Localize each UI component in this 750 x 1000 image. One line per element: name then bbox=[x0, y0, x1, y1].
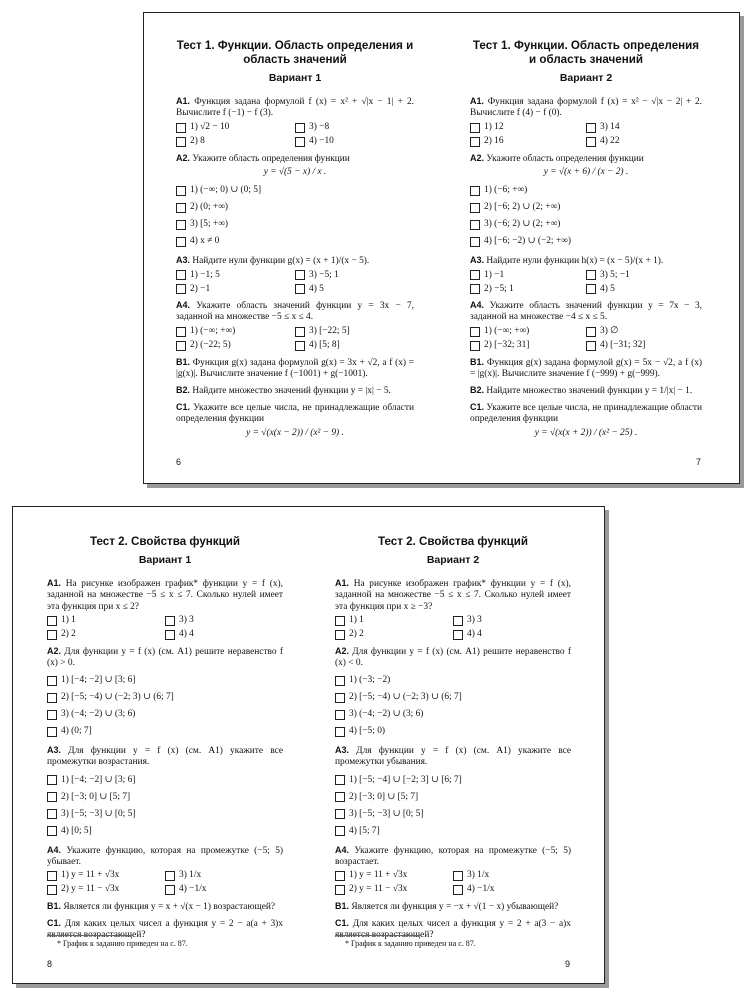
question-b2: В2. Найдите множество значений функции y = 1/|x| − 1. bbox=[470, 385, 693, 397]
checkbox-icon bbox=[47, 885, 57, 895]
answer-checkbox[interactable]: 3) [−22; 5] bbox=[295, 326, 414, 338]
answer-options-a2 bbox=[335, 672, 571, 740]
question-a3: А3. Для функции y = f (x) (см. А1) укажите все промежутки возрастания. bbox=[47, 745, 284, 768]
question-a4: А4. Укажите область значений функции y = 3x − 7, заданной на множестве −5 ≤ x ≤ 4. bbox=[176, 300, 415, 323]
question-a1: А1. На рисунке изображен график* функции y = f (x), заданной на множестве −5 ≤ x ≤ 7. Сколько нулей имеет эта функция при x ≥ −3? bbox=[335, 578, 572, 612]
checkbox-icon bbox=[335, 727, 345, 737]
answer-checkbox[interactable]: 2) 2 bbox=[335, 629, 453, 641]
page-9-variant-2 bbox=[335, 535, 571, 942]
checkbox-icon bbox=[335, 676, 345, 686]
answer-checkbox[interactable]: 2) −1 bbox=[176, 283, 295, 295]
page-number: 9 bbox=[565, 959, 571, 969]
answer-checkbox[interactable]: 3) (−4; −2) ∪ (3; 6) bbox=[335, 706, 571, 723]
answer-options-a3 bbox=[470, 269, 702, 295]
page-spread-test-2 bbox=[12, 506, 605, 984]
answer-checkbox[interactable]: 4) [−5; 0) bbox=[335, 723, 571, 740]
checkbox-icon bbox=[47, 792, 57, 802]
checkbox-icon bbox=[295, 327, 305, 337]
answer-checkbox[interactable]: 4) 22 bbox=[586, 136, 702, 148]
checkbox-icon bbox=[470, 186, 480, 196]
answer-checkbox[interactable]: 1) (−3; −2) bbox=[335, 672, 571, 689]
page-number: 8 bbox=[47, 959, 53, 969]
answer-checkbox[interactable]: 3) (−6; 2) ∪ (2; +∞) bbox=[470, 216, 702, 233]
checkbox-icon bbox=[176, 270, 186, 280]
checkbox-icon bbox=[453, 885, 463, 895]
checkbox-icon bbox=[47, 727, 57, 737]
checkbox-icon bbox=[470, 137, 480, 147]
page-spread-test-1 bbox=[143, 12, 740, 484]
answer-checkbox[interactable]: 4) −1/x bbox=[453, 884, 571, 896]
answer-checkbox[interactable]: 4) 4 bbox=[165, 629, 283, 641]
checkbox-icon bbox=[165, 885, 175, 895]
answer-checkbox[interactable]: 4) −1/x bbox=[165, 884, 283, 896]
answer-checkbox[interactable]: 1) −1; 5 bbox=[176, 269, 295, 281]
answer-checkbox[interactable]: 3) 5; −1 bbox=[586, 269, 702, 281]
page-title: Тест 2. Свойства функций bbox=[90, 535, 240, 548]
answer-checkbox[interactable]: 1) (−6; +∞) bbox=[470, 182, 702, 199]
checkbox-icon bbox=[453, 630, 463, 640]
formula: y = √(x(x + 2)) / (x² − 25) . bbox=[534, 427, 638, 438]
variant-heading: Вариант 1 bbox=[138, 554, 192, 566]
answer-options-a3 bbox=[47, 772, 283, 840]
answer-checkbox[interactable]: 2) [−5; −4) ∪ (−2; 3) ∪ (6; 7] bbox=[47, 689, 283, 706]
answer-checkbox[interactable]: 3) 1/x bbox=[453, 870, 571, 882]
answer-checkbox[interactable]: 3) 3 bbox=[453, 615, 571, 627]
footnote: * График к заданию приведен на с. 87. bbox=[57, 939, 188, 948]
answer-checkbox[interactable]: 1) [−4; −2] ∪ [3; 6] bbox=[47, 772, 283, 789]
checkbox-icon bbox=[295, 341, 305, 351]
checkbox-icon bbox=[335, 693, 345, 703]
answer-checkbox[interactable]: 4) 4 bbox=[453, 629, 571, 641]
footnote-divider bbox=[335, 935, 421, 936]
checkbox-icon bbox=[586, 137, 596, 147]
answer-checkbox[interactable]: 4) x ≠ 0 bbox=[176, 233, 414, 250]
answer-checkbox[interactable]: 1) 1 bbox=[335, 615, 453, 627]
answer-checkbox[interactable]: 4) 5 bbox=[586, 283, 702, 295]
checkbox-icon bbox=[176, 327, 186, 337]
answer-checkbox[interactable]: 2) [−5; −4) ∪ (−2; 3) ∪ (6; 7] bbox=[335, 689, 571, 706]
checkbox-icon bbox=[176, 123, 186, 133]
checkbox-icon bbox=[470, 327, 480, 337]
answer-checkbox[interactable]: 4) [−31; 32] bbox=[586, 340, 702, 352]
question-a2: А2. Для функции y = f (x) (см. А1) решите неравенство f (x) < 0. bbox=[335, 645, 571, 669]
checkbox-icon bbox=[165, 630, 175, 640]
answer-options-a4 bbox=[47, 870, 283, 896]
checkbox-icon bbox=[47, 809, 57, 819]
formula: y = √(x(x − 2)) / (x² − 9) . bbox=[246, 427, 344, 438]
checkbox-icon bbox=[335, 775, 345, 785]
answer-checkbox[interactable]: 3) −8 bbox=[295, 122, 414, 134]
checkbox-icon bbox=[470, 237, 480, 247]
answer-checkbox[interactable]: 4) −10 bbox=[295, 136, 414, 148]
answer-checkbox[interactable]: 3) ∅ bbox=[586, 326, 702, 338]
checkbox-icon bbox=[470, 220, 480, 230]
question-a3: А3. Для функции y = f (x) (см. А1) укажите все промежутки убывания. bbox=[335, 745, 572, 768]
answer-checkbox[interactable]: 2) −5; 1 bbox=[470, 283, 586, 295]
question-a4: А4. Укажите функцию, которая на промежутке (−5; 5) возрастает. bbox=[335, 844, 571, 867]
answer-checkbox[interactable]: 1) y = 11 + √3x bbox=[47, 870, 165, 882]
answer-checkbox[interactable]: 2) 8 bbox=[176, 136, 295, 148]
answer-checkbox[interactable]: 3) [5; +∞) bbox=[176, 216, 414, 233]
checkbox-icon bbox=[335, 792, 345, 802]
answer-checkbox[interactable]: 2) y = 11 − √3x bbox=[335, 884, 453, 896]
answer-checkbox[interactable]: 1) y = 11 + √3x bbox=[335, 870, 453, 882]
answer-checkbox[interactable]: 4) [0; 5] bbox=[47, 823, 283, 840]
checkbox-icon bbox=[176, 220, 186, 230]
answer-checkbox[interactable]: 1) (−∞; +∞) bbox=[470, 326, 586, 338]
question-a4: А4. Укажите область значений функции y = 7x − 3, заданной на множестве −4 ≤ x ≤ 5. bbox=[470, 300, 702, 323]
question-b2: В2. Найдите множество значений функции y = |x| − 5. bbox=[176, 385, 391, 397]
checkbox-icon bbox=[470, 341, 480, 351]
checkbox-icon bbox=[176, 137, 186, 147]
question-a4: А4. Укажите функцию, которая на промежутке (−5; 5) убывает. bbox=[47, 844, 283, 867]
answer-options-a1 bbox=[335, 615, 571, 641]
checkbox-icon bbox=[176, 284, 186, 294]
answer-checkbox[interactable]: 2) (0; +∞) bbox=[176, 199, 414, 216]
question-c1: С1. Укажите все целые числа, не принадлежащие области определения функции bbox=[470, 402, 703, 425]
checkbox-icon bbox=[47, 826, 57, 836]
answer-checkbox[interactable]: 1) √2 − 10 bbox=[176, 122, 295, 134]
answer-options-a1 bbox=[176, 122, 414, 148]
question-b1: В1. Является ли функция y = −x + √(1 − x) убывающей? bbox=[335, 901, 559, 913]
answer-checkbox[interactable]: 2) [−6; 2) ∪ (2; +∞) bbox=[470, 199, 702, 216]
answer-checkbox[interactable]: 4) [5; 7] bbox=[335, 823, 571, 840]
checkbox-icon bbox=[335, 710, 345, 720]
answer-checkbox[interactable]: 2) (−22; 5) bbox=[176, 340, 295, 352]
checkbox-icon bbox=[176, 237, 186, 247]
footnote-divider bbox=[47, 935, 133, 936]
checkbox-icon bbox=[470, 123, 480, 133]
answer-checkbox[interactable]: 1) −1 bbox=[470, 269, 586, 281]
page-number: 6 bbox=[176, 457, 182, 467]
answer-checkbox[interactable]: 1) 12 bbox=[470, 122, 586, 134]
checkbox-icon bbox=[586, 341, 596, 351]
formula: y = √(x + 6) / (x − 2) . bbox=[543, 166, 629, 177]
answer-options-a2 bbox=[470, 182, 702, 250]
answer-checkbox[interactable]: 2) 2 bbox=[47, 629, 165, 641]
answer-options-a1 bbox=[47, 615, 283, 641]
checkbox-icon bbox=[335, 630, 345, 640]
answer-checkbox[interactable]: 1) (−∞; +∞) bbox=[176, 326, 295, 338]
question-b1: В1. Является ли функция y = x + √(x − 1) возрастающей? bbox=[47, 901, 276, 913]
page-6-variant-1 bbox=[176, 39, 414, 443]
checkbox-icon bbox=[176, 341, 186, 351]
checkbox-icon bbox=[176, 186, 186, 196]
answer-checkbox[interactable]: 1) 1 bbox=[47, 615, 165, 627]
page-title: Тест 1. Функции. Область определения и область значений bbox=[472, 39, 700, 66]
checkbox-icon bbox=[335, 809, 345, 819]
question-c1: С1. Укажите все целые числа, не принадлежащие области определения функции bbox=[176, 402, 415, 425]
question-a3: А3. Найдите нули функции g(x) = (x + 1)/(x − 5). bbox=[176, 255, 370, 267]
checkbox-icon bbox=[165, 871, 175, 881]
checkbox-icon bbox=[453, 871, 463, 881]
answer-checkbox[interactable]: 2) y = 11 − √3x bbox=[47, 884, 165, 896]
answer-checkbox[interactable]: 3) 3 bbox=[165, 615, 283, 627]
page-number: 7 bbox=[696, 457, 702, 467]
variant-heading: Вариант 2 bbox=[426, 554, 480, 566]
answer-options-a2 bbox=[47, 672, 283, 740]
answer-checkbox[interactable]: 2) [−3; 0] ∪ [5; 7] bbox=[335, 789, 571, 806]
answer-options-a4 bbox=[176, 326, 414, 352]
question-c1: С1. Для каких целых чисел a функция y = 2 − a(a + 3)x является возрастающей? bbox=[47, 918, 283, 941]
answer-checkbox[interactable]: 3) [−5; −3] ∪ [0; 5] bbox=[335, 806, 571, 823]
answer-checkbox[interactable]: 3) 1/x bbox=[165, 870, 283, 882]
question-a1: А1. Функция задана формулой f (x) = x² + √|x − 1| + 2. Вычислите f (−1) − f (3). bbox=[176, 96, 415, 119]
answer-checkbox[interactable]: 1) [−5; −4] ∪ [−2; 3] ∪ [6; 7] bbox=[335, 772, 571, 789]
checkbox-icon bbox=[47, 871, 57, 881]
checkbox-icon bbox=[47, 775, 57, 785]
checkbox-icon bbox=[586, 284, 596, 294]
checkbox-icon bbox=[335, 885, 345, 895]
answer-checkbox[interactable]: 1) [−4; −2] ∪ [3; 6] bbox=[47, 672, 283, 689]
page-8-variant-1 bbox=[47, 535, 283, 942]
variant-heading: Вариант 2 bbox=[559, 72, 613, 84]
question-b1: В1. Функция g(x) задана формулой g(x) = 3x + √2, а f (x) = |g(x)|. Вычислите значение f (−1001) + g(−1001). bbox=[176, 356, 415, 379]
answer-checkbox[interactable]: 4) 5 bbox=[295, 283, 414, 295]
answer-checkbox[interactable]: 2) [−32; 31] bbox=[470, 340, 586, 352]
checkbox-icon bbox=[295, 123, 305, 133]
checkbox-icon bbox=[47, 630, 57, 640]
checkbox-icon bbox=[470, 270, 480, 280]
answer-checkbox[interactable]: 1) (−∞; 0) ∪ (0; 5] bbox=[176, 182, 414, 199]
answer-options-a3 bbox=[335, 772, 571, 840]
answer-checkbox[interactable]: 3) (−4; −2) ∪ (3; 6) bbox=[47, 706, 283, 723]
checkbox-icon bbox=[586, 327, 596, 337]
question-a1: А1. Функция задана формулой f (x) = x² − √|x − 2| + 2. Вычислите f (4) − f (0). bbox=[470, 96, 703, 119]
answer-checkbox[interactable]: 3) 14 bbox=[586, 122, 702, 134]
answer-options-a3 bbox=[176, 269, 414, 295]
checkbox-icon bbox=[165, 616, 175, 626]
question-a2: А2. Укажите область определения функции bbox=[470, 152, 644, 164]
checkbox-icon bbox=[335, 871, 345, 881]
answer-checkbox[interactable]: 4) [−6; −2) ∪ (−2; +∞) bbox=[470, 233, 702, 250]
variant-heading: Вариант 1 bbox=[268, 72, 322, 84]
checkbox-icon bbox=[47, 676, 57, 686]
checkbox-icon bbox=[335, 826, 345, 836]
checkbox-icon bbox=[47, 710, 57, 720]
question-a3: А3. Найдите нули функции h(x) = (x − 5)/(x + 1). bbox=[470, 255, 664, 267]
checkbox-icon bbox=[295, 270, 305, 280]
answer-checkbox[interactable]: 3) [−5; −3] ∪ [0; 5] bbox=[47, 806, 283, 823]
answer-options-a2 bbox=[176, 182, 414, 250]
answer-checkbox[interactable]: 2) [−3; 0] ∪ [5; 7] bbox=[47, 789, 283, 806]
question-a1: А1. На рисунке изображен график* функции y = f (x), заданной на множестве −5 ≤ x ≤ 7. Сколько нулей имеет эта функция при x ≤ 2? bbox=[47, 578, 284, 612]
question-a2: А2. Укажите область определения функции bbox=[176, 152, 350, 164]
answer-options-a4 bbox=[335, 870, 571, 896]
answer-checkbox[interactable]: 2) 16 bbox=[470, 136, 586, 148]
question-a2: А2. Для функции y = f (x) (см. А1) решите неравенство f (x) > 0. bbox=[47, 645, 283, 669]
page-title: Тест 2. Свойства функций bbox=[378, 535, 528, 548]
footnote: * График к заданию приведен на с. 87. bbox=[345, 939, 476, 948]
checkbox-icon bbox=[470, 203, 480, 213]
page-7-variant-2 bbox=[470, 39, 702, 443]
checkbox-icon bbox=[470, 284, 480, 294]
checkbox-icon bbox=[176, 203, 186, 213]
checkbox-icon bbox=[586, 270, 596, 280]
answer-options-a4 bbox=[470, 326, 702, 352]
answer-options-a1 bbox=[470, 122, 702, 148]
answer-checkbox[interactable]: 3) −5; 1 bbox=[295, 269, 414, 281]
question-c1: С1. Для каких целых чисел a функция y = 2 + a(3 − a)x является возрастающей? bbox=[335, 918, 571, 941]
checkbox-icon bbox=[335, 616, 345, 626]
question-b1: В1. Функция g(x) задана формулой g(x) = 5x − √2, а f (x) = |g(x)|. Вычислите значение f (−999) + g(−999). bbox=[470, 356, 703, 379]
checkbox-icon bbox=[295, 137, 305, 147]
checkbox-icon bbox=[453, 616, 463, 626]
formula: y = √(5 − x) / x . bbox=[263, 166, 327, 177]
page-title: Тест 1. Функции. Область определения и область значений bbox=[176, 39, 414, 66]
checkbox-icon bbox=[47, 693, 57, 703]
checkbox-icon bbox=[295, 284, 305, 294]
checkbox-icon bbox=[47, 616, 57, 626]
answer-checkbox[interactable]: 4) (0; 7] bbox=[47, 723, 283, 740]
checkbox-icon bbox=[586, 123, 596, 133]
answer-checkbox[interactable]: 4) [5; 8] bbox=[295, 340, 414, 352]
